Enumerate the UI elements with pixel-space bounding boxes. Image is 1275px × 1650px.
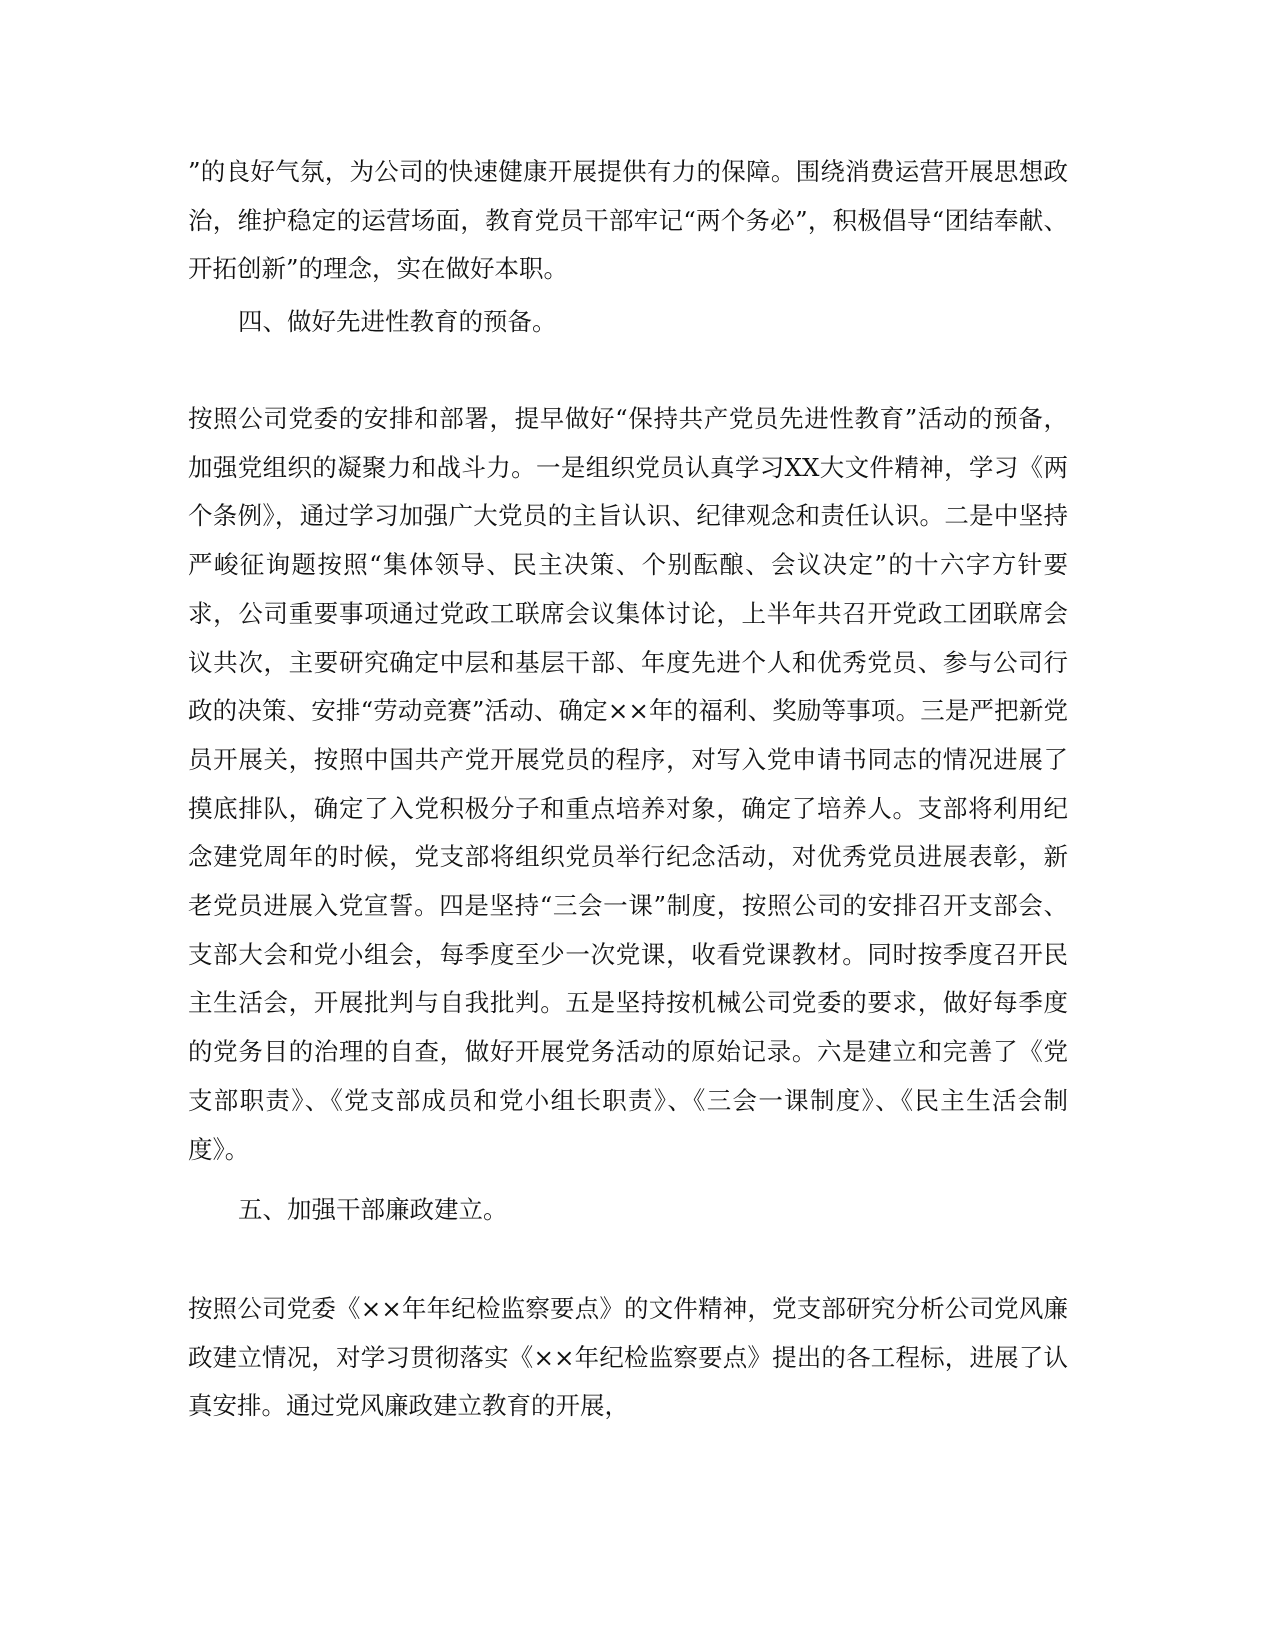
section-heading-5: 五、加强干部廉政建立。: [238, 1195, 508, 1224]
paragraph-advanced-education: 按照公司党委的安排和部署，提早做好“保持共产党员先进性教育”活动的预备，加强党组织的凝聚力和战斗力。一是组织党员认真学习XX大文件精神，学习《两个条例》，通过学习加强广大党员的主旨认识、纪律观念和责任认识。二是中坚持严峻征询题按照“集体领导、民主决策、个别酝酿、会议决定”的十六字方针要求，公司重要事项通过党政工联席会议集体讨论，上半年共召开党政工团联席会议共次，主要研究确定中层和基层干部、年度先进个人和优秀党员、参与公司行政的决策、安排“劳动竞赛”活动、确定××年的福利、奖励等事项。三是严把新党员开展关，按照中国共产党开展党员的程序，对写入党申请书同志的情况进展了摸底排队，确定了入党积极分子和重点培养对象，确定了培养人。支部将利用纪念建党周年的时候，党支部将组织党员举行纪念活动，对优秀党员进展表彰，新老党员进展入党宣誓。四是坚持“三会一课”制度，按照公司的安排召开支部会、支部大会和党小组会，每季度至少一次党课，收看党课教材。同时按季度召开民主生活会，开展批判与自我批判。五是坚持按机械公司党委的要求，做好每季度的党务目的治理的自查，做好开展党务活动的原始记录。六是建立和完善了《党支部职责》、《党支部成员和党小组长职责》、《三会一课制度》、《民主生活会制度》。: [188, 404, 1068, 1164]
paragraph-integrity-building: 按照公司党委《××年年纪检监察要点》的文件精神，党支部研究分析公司党风廉政建立情况，对学习贯彻落实《××年纪检监察要点》提出的各工程标，进展了认真安排。通过党风廉政建立教育的开展，: [188, 1294, 1068, 1421]
paragraph-thought-work: ”的良好气氛，为公司的快速健康开展提供有力的保障。围绕消费运营开展思想政治，维护稳定的运营场面，教育党员干部牢记“两个务必”，积极倡导“团结奉献、开拓创新”的理念，实在做好本职。: [188, 157, 1068, 284]
section-heading-4: 四、做好先进性教育的预备。: [238, 307, 557, 336]
